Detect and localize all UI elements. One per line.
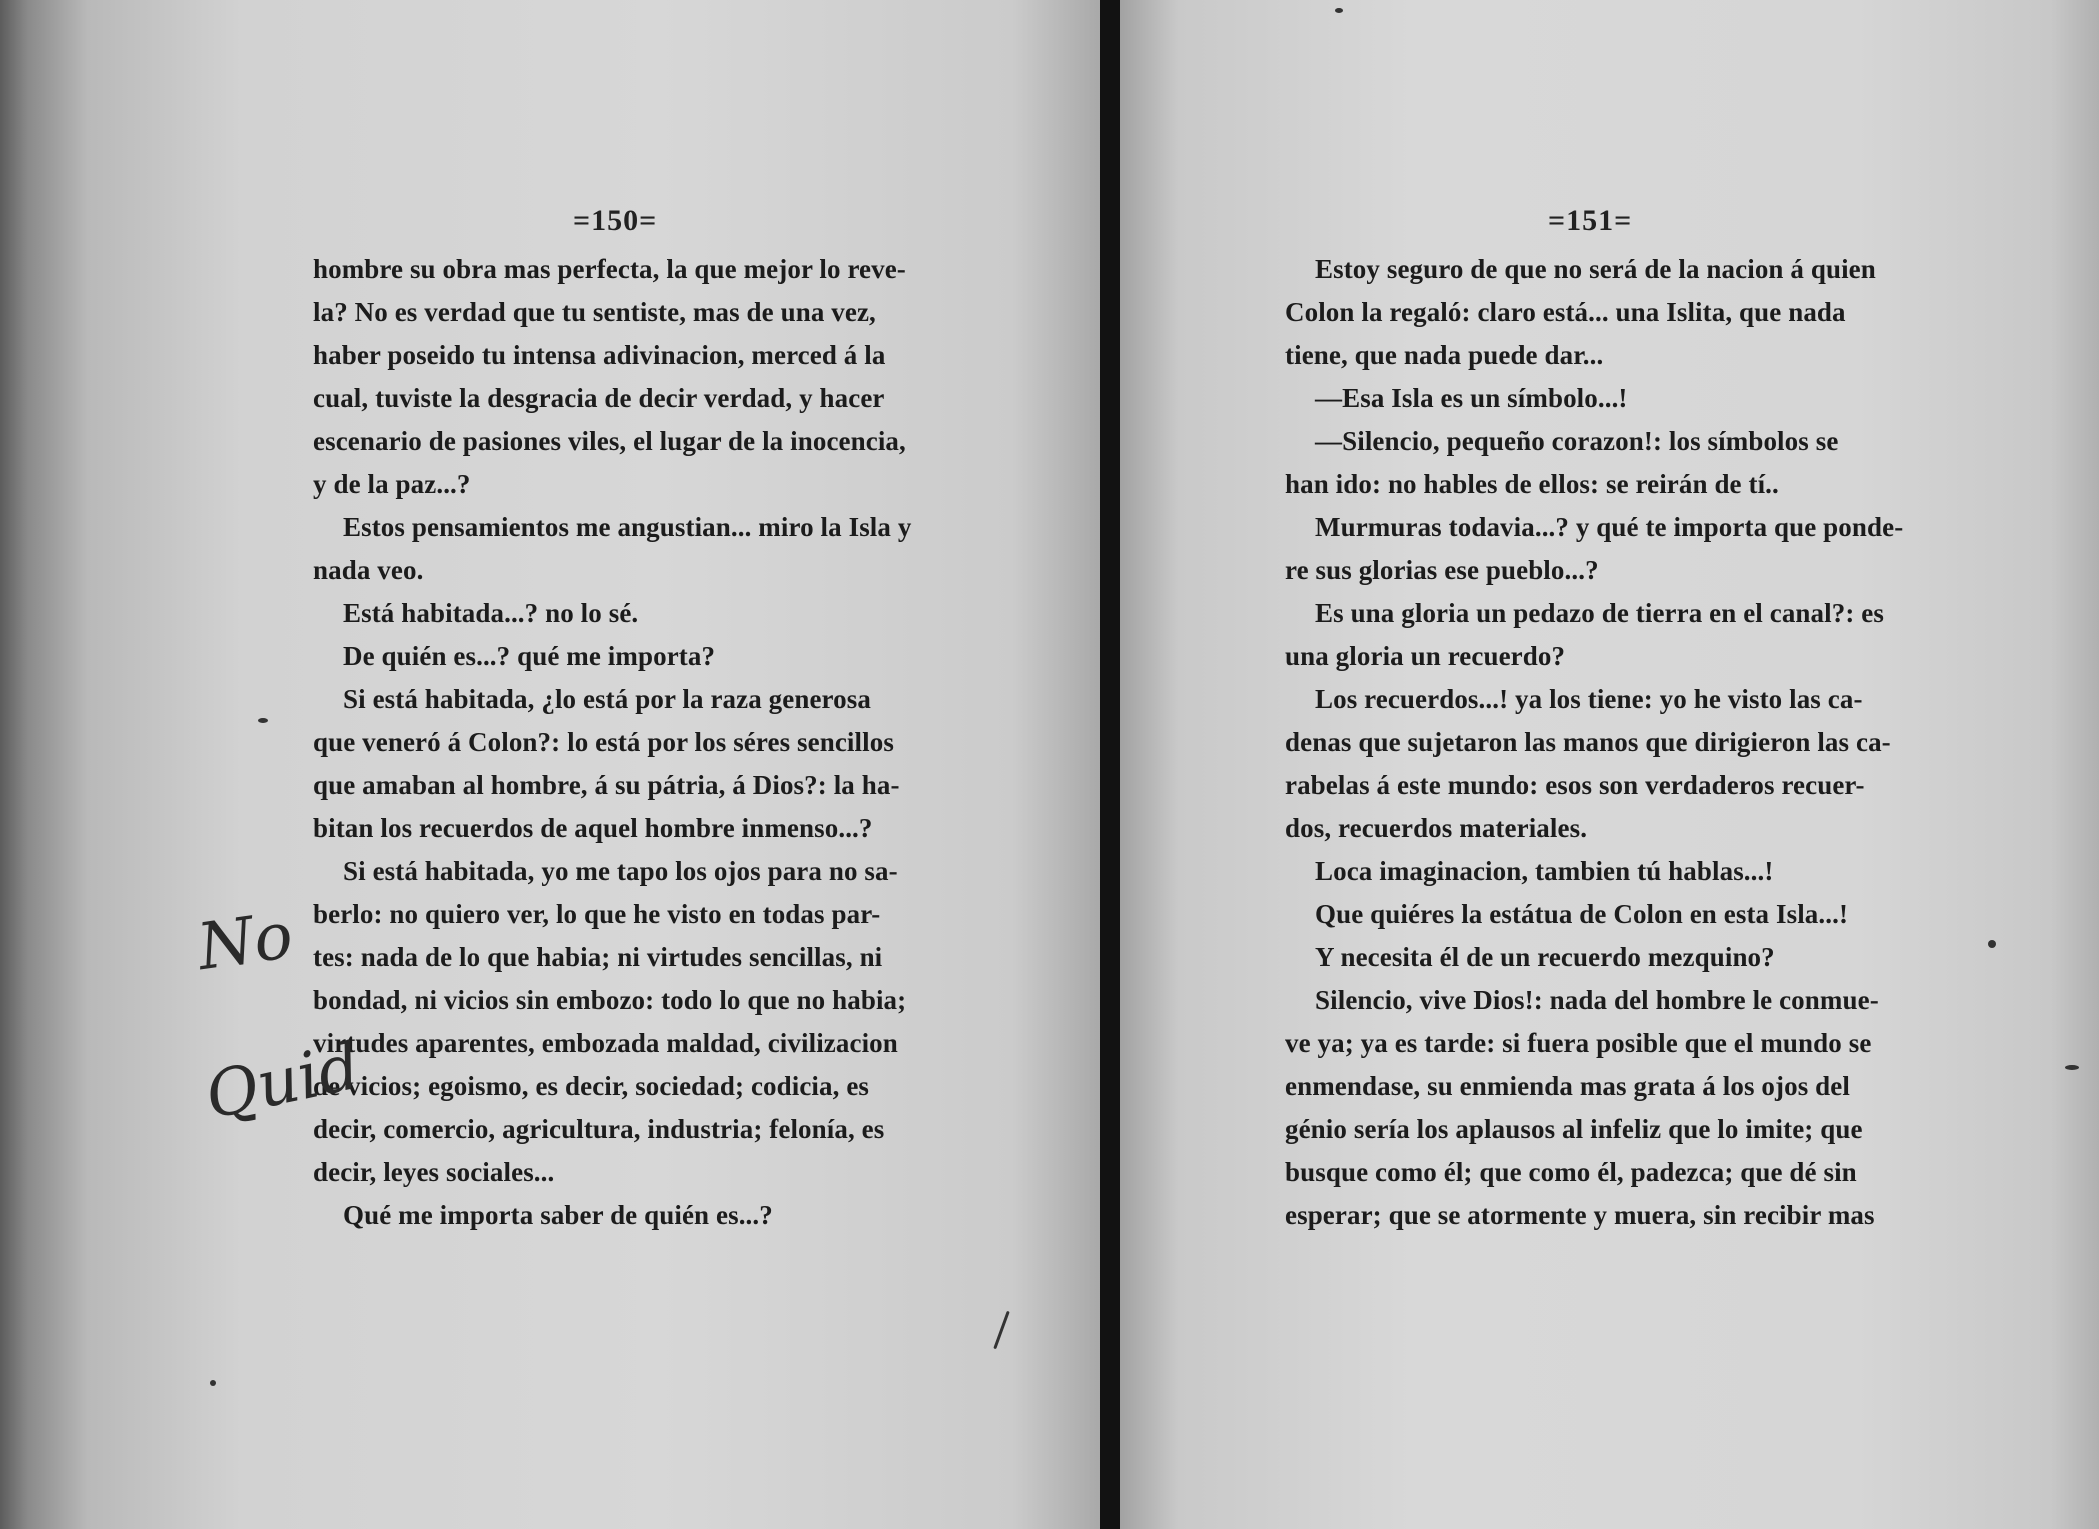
text-line: dos, recuerdos materiales. bbox=[1285, 813, 1588, 843]
page-number-left: =150= bbox=[573, 204, 658, 237]
text-line: decir, leyes sociales... bbox=[313, 1157, 555, 1187]
text-line: Está habitada...? no lo sé. bbox=[343, 598, 639, 628]
ink-speck bbox=[258, 718, 268, 723]
page-number-right: =151= bbox=[1548, 204, 1633, 237]
text-line: Qué me importa saber de quién es...? bbox=[343, 1200, 773, 1230]
text-line: cual, tuviste la desgracia de decir verdad, y hacer bbox=[313, 383, 885, 413]
text-line: bondad, ni vicios sin embozo: todo lo que no habia; bbox=[313, 985, 907, 1015]
text-line: escenario de pasiones viles, el lugar de la inocencia, bbox=[313, 426, 906, 456]
text-line: enmendase, su enmienda mas grata á los ojos del bbox=[1285, 1071, 1850, 1101]
text-line: Loca imaginacion, tambien tú hablas...! bbox=[1315, 856, 1774, 886]
text-line: Si está habitada, ¿lo está por la raza generosa bbox=[343, 684, 871, 714]
text-line: Estos pensamientos me angustian... miro la Isla y bbox=[343, 512, 912, 542]
text-line: denas que sujetaron las manos que dirigieron las ca- bbox=[1285, 727, 1891, 757]
text-line: bitan los recuerdos de aquel hombre inmenso...? bbox=[313, 813, 873, 843]
text-line: Murmuras todavia...? y qué te importa que ponde- bbox=[1315, 512, 1904, 542]
text-line: y de la paz...? bbox=[313, 469, 471, 499]
text-line: la? No es verdad que tu sentiste, mas de una vez, bbox=[313, 297, 876, 327]
handwritten-margin-note: Quid bbox=[199, 1029, 367, 1135]
text-line: Silencio, vive Dios!: nada del hombre le conmue- bbox=[1315, 985, 1879, 1015]
ink-speck bbox=[1988, 940, 1996, 948]
text-line: —Esa Isla es un símbolo...! bbox=[1315, 383, 1628, 413]
text-line: berlo: no quiero ver, lo que he visto en todas par- bbox=[313, 899, 881, 929]
text-line: una gloria un recuerdo? bbox=[1285, 641, 1566, 671]
text-line: Es una gloria un pedazo de tierra en el canal?: es bbox=[1315, 598, 1884, 628]
text-line: tiene, que nada puede dar... bbox=[1285, 340, 1604, 370]
text-line: hombre su obra mas perfecta, la que mejor lo reve- bbox=[313, 254, 906, 284]
text-line: de vicios; egoismo, es decir, sociedad; codicia, es bbox=[313, 1071, 870, 1101]
text-line: Si está habitada, yo me tapo los ojos para no sa- bbox=[343, 856, 898, 886]
text-line: Colon la regaló: claro está... una Islita, que nada bbox=[1285, 297, 1846, 327]
text-line: Y necesita él de un recuerdo mezquino? bbox=[1315, 942, 1775, 972]
right-page bbox=[1120, 0, 2099, 1529]
left-page-text bbox=[313, 248, 953, 1237]
text-line: génio sería los aplausos al infeliz que lo imite; que bbox=[1285, 1114, 1863, 1144]
text-line: tes: nada de lo que habia; ni virtudes sencillas, ni bbox=[313, 942, 883, 972]
ink-speck bbox=[993, 1311, 1009, 1350]
text-line: que amaban al hombre, á su pátria, á Dios?: la ha- bbox=[313, 770, 900, 800]
text-line: han ido: no hables de ellos: se reirán de tí.. bbox=[1285, 469, 1779, 499]
text-line: haber poseido tu intensa adivinacion, merced á la bbox=[313, 340, 886, 370]
text-line: —Silencio, pequeño corazon!: los símbolos se bbox=[1315, 426, 1839, 456]
text-line: que veneró á Colon?: lo está por los séres sencillos bbox=[313, 727, 894, 757]
text-line: nada veo. bbox=[313, 555, 424, 585]
text-line: Estoy seguro de que no será de la nacion á quien bbox=[1315, 254, 1876, 284]
handwritten-margin-note: No bbox=[193, 898, 298, 986]
ink-speck bbox=[2065, 1065, 2079, 1070]
ink-speck bbox=[210, 1380, 216, 1386]
ink-speck bbox=[1335, 8, 1343, 13]
text-line: ve ya; ya es tarde: si fuera posible que el mundo se bbox=[1285, 1028, 1872, 1058]
book-gutter bbox=[1100, 0, 1120, 1529]
text-line: rabelas á este mundo: esos son verdaderos recuer- bbox=[1285, 770, 1865, 800]
text-line: Los recuerdos...! ya los tiene: yo he visto las ca- bbox=[1315, 684, 1863, 714]
text-line: esperar; que se atormente y muera, sin recibir mas bbox=[1285, 1200, 1875, 1230]
text-line: re sus glorias ese pueblo...? bbox=[1285, 555, 1599, 585]
text-line: busque como él; que como él, padezca; que dé sin bbox=[1285, 1157, 1857, 1187]
text-line: decir, comercio, agricultura, industria; felonía, es bbox=[313, 1114, 885, 1144]
text-line: Que quiéres la estátua de Colon en esta Isla...! bbox=[1315, 899, 1849, 929]
text-line: virtudes aparentes, embozada maldad, civilizacion bbox=[313, 1028, 898, 1058]
text-line: De quién es...? qué me importa? bbox=[343, 641, 716, 671]
right-page-text bbox=[1285, 248, 2045, 1237]
